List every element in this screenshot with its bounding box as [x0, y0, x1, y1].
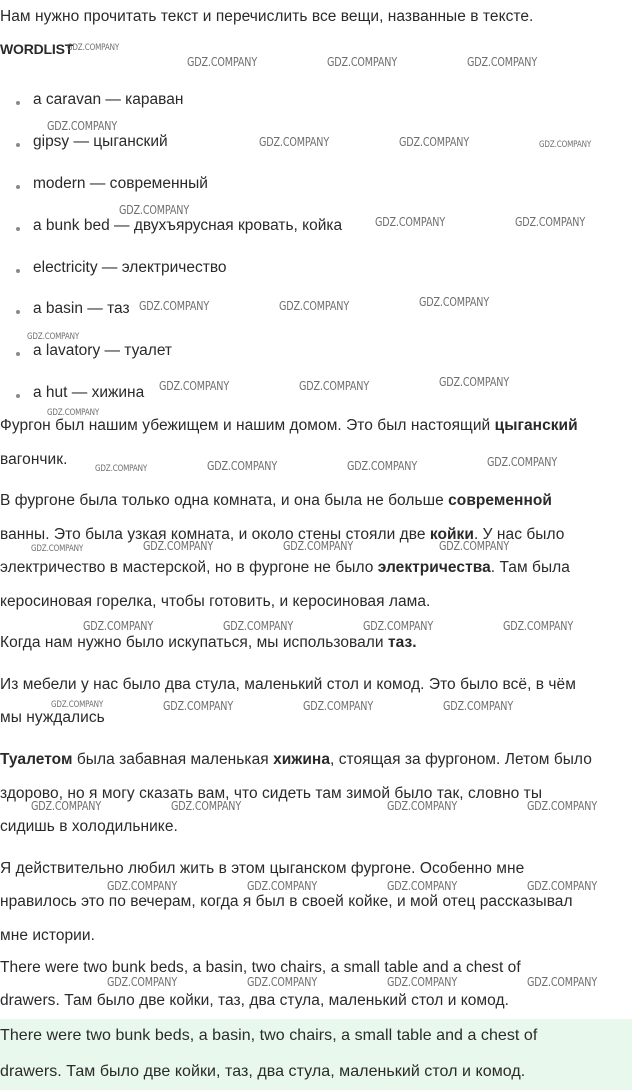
watermark: GDZ.COMPANY — [187, 55, 258, 69]
watermark: GDZ.COMPANY — [527, 975, 598, 989]
watermark: GDZ.COMPANY — [279, 299, 350, 313]
watermark: GDZ.COMPANY — [387, 879, 458, 893]
watermark: GDZ.COMPANY — [247, 975, 318, 989]
watermark: GDZ.COMPANY — [247, 879, 318, 893]
paragraph-line — [0, 633, 632, 653]
watermark: GDZ.COMPANY — [67, 43, 120, 53]
watermark: GDZ.COMPANY — [223, 619, 294, 633]
watermark: GDZ.COMPANY — [47, 119, 118, 133]
word-item: a lavatory — туалет — [33, 342, 173, 359]
watermark: GDZ.COMPANY — [375, 215, 446, 229]
text-run: . У нас было — [473, 526, 565, 543]
watermark: GDZ.COMPANY — [139, 299, 210, 313]
bold-term: койки — [429, 526, 474, 543]
watermark: GDZ.COMPANY — [487, 455, 558, 469]
watermark: GDZ.COMPANY — [503, 619, 574, 633]
watermark: GDZ.COMPANY — [527, 879, 598, 893]
paragraph-line: Я действительно любил жить в этом цыганском фургоне. Особенно мне — [0, 860, 525, 877]
watermark: GDZ.COMPANY — [283, 539, 354, 553]
text-run: , стоящая за фургоном. Летом было — [330, 751, 592, 768]
paragraph-line: There were two bunk beds, a basin, two chairs, a small table and a chest of — [0, 959, 521, 976]
bold-term: цыганский — [494, 417, 578, 434]
text-run: электричество в мастерской, но в фургоне не было — [0, 559, 378, 576]
word-item: a bunk bed — двухъярусная кровать, койка — [33, 217, 343, 234]
bullet-icon — [16, 143, 20, 147]
bold-term: таз. — [387, 634, 417, 651]
watermark: GDZ.COMPANY — [439, 539, 510, 553]
paragraph-line: мне истории. — [0, 927, 95, 944]
watermark: GDZ.COMPANY — [159, 379, 230, 393]
paragraph-line: мы нуждались — [0, 709, 105, 726]
answer-line: drawers. Там было две койки, таз, два стула, маленький стол и комод. — [0, 1063, 526, 1080]
text-run: В фургоне была только одна комната, и она была не больше — [0, 492, 449, 509]
watermark: GDZ.COMPANY — [539, 140, 592, 150]
paragraph-line — [0, 491, 632, 511]
watermark: GDZ.COMPANY — [387, 975, 458, 989]
watermark: GDZ.COMPANY — [31, 799, 102, 813]
bold-term: хижина — [273, 751, 331, 768]
watermark: GDZ.COMPANY — [299, 379, 370, 393]
wordlist-heading: WORDLIST — [0, 41, 74, 57]
watermark: GDZ.COMPANY — [259, 135, 330, 149]
watermark: GDZ.COMPANY — [363, 619, 434, 633]
bold-term: электричества — [377, 559, 491, 576]
bullet-icon — [16, 227, 20, 231]
text-run: ванны. Это была узкая комната, и около стены стояли две — [0, 526, 430, 543]
watermark: GDZ.COMPANY — [51, 700, 104, 710]
bold-term: Туалетом — [0, 751, 73, 768]
word-item: a basin — таз — [33, 300, 130, 317]
watermark: GDZ.COMPANY — [171, 799, 242, 813]
paragraph-line: сидишь в холодильнике. — [0, 818, 178, 835]
watermark: GDZ.COMPANY — [439, 375, 510, 389]
watermark: GDZ.COMPANY — [303, 699, 374, 713]
watermark: GDZ.COMPANY — [107, 975, 178, 989]
bullet-icon — [16, 185, 20, 189]
bullet-icon — [16, 352, 20, 356]
paragraph-line: drawers. Там было две койки, таз, два стула, маленький стол и комод. — [0, 992, 509, 1009]
word-item: gipsy — цыганский — [33, 133, 168, 150]
bold-term: современной — [448, 492, 552, 509]
watermark: GDZ.COMPANY — [143, 539, 214, 553]
word-item: modern — современный — [33, 175, 208, 192]
bullet-icon — [16, 269, 20, 273]
watermark: GDZ.COMPANY — [27, 332, 80, 342]
watermark: GDZ.COMPANY — [47, 408, 100, 418]
watermark: GDZ.COMPANY — [327, 55, 398, 69]
answer-line: There were two bunk beds, a basin, two chairs, a small table and a chest of — [0, 1027, 538, 1044]
watermark: GDZ.COMPANY — [95, 464, 148, 474]
paragraph-line — [0, 558, 632, 578]
paragraph-line — [0, 750, 632, 770]
text-run: . Там была — [490, 559, 570, 576]
bullet-icon — [16, 310, 20, 314]
watermark: GDZ.COMPANY — [119, 203, 190, 217]
text-run: была забавная маленькая — [72, 751, 274, 768]
watermark: GDZ.COMPANY — [83, 619, 154, 633]
paragraph-line: керосиновая горелка, чтобы готовить, и керосиновая лама. — [0, 593, 431, 610]
paragraph-line: нравилось это по вечерам, когда я был в своей койке, и мой отец рассказывал — [0, 893, 573, 910]
watermark: GDZ.COMPANY — [347, 459, 418, 473]
paragraph-line: здорово, но я могу сказать вам, что сидеть там зимой было так, словно ты — [0, 785, 543, 802]
watermark: GDZ.COMPANY — [515, 215, 586, 229]
watermark: GDZ.COMPANY — [419, 295, 490, 309]
watermark: GDZ.COMPANY — [443, 699, 514, 713]
paragraph-line: Из мебели у нас было два стула, маленький стол и комод. Это было всё, в чём — [0, 676, 576, 693]
watermark: GDZ.COMPANY — [107, 879, 178, 893]
bullet-icon — [16, 101, 20, 105]
word-item: a caravan — караван — [33, 91, 184, 108]
watermark: GDZ.COMPANY — [467, 55, 538, 69]
watermark: GDZ.COMPANY — [387, 799, 458, 813]
watermark: GDZ.COMPANY — [207, 459, 278, 473]
watermark: GDZ.COMPANY — [31, 544, 84, 554]
text-run: Когда нам нужно было искупаться, мы использовали — [0, 634, 388, 651]
paragraph-line: вагончик. — [0, 451, 68, 468]
text-run: Фургон был нашим убежищем и нашим домом. Это был настоящий — [0, 417, 495, 434]
watermark: GDZ.COMPANY — [399, 135, 470, 149]
word-item: a hut — хижина — [33, 384, 145, 401]
bullet-icon — [16, 394, 20, 398]
paragraph-line — [0, 416, 632, 436]
watermark: GDZ.COMPANY — [527, 799, 598, 813]
word-item: electricity — электричество — [33, 259, 227, 276]
task-text: Нам нужно прочитать текст и перечислить все вещи, названные в тексте. — [0, 8, 534, 25]
watermark: GDZ.COMPANY — [163, 699, 234, 713]
